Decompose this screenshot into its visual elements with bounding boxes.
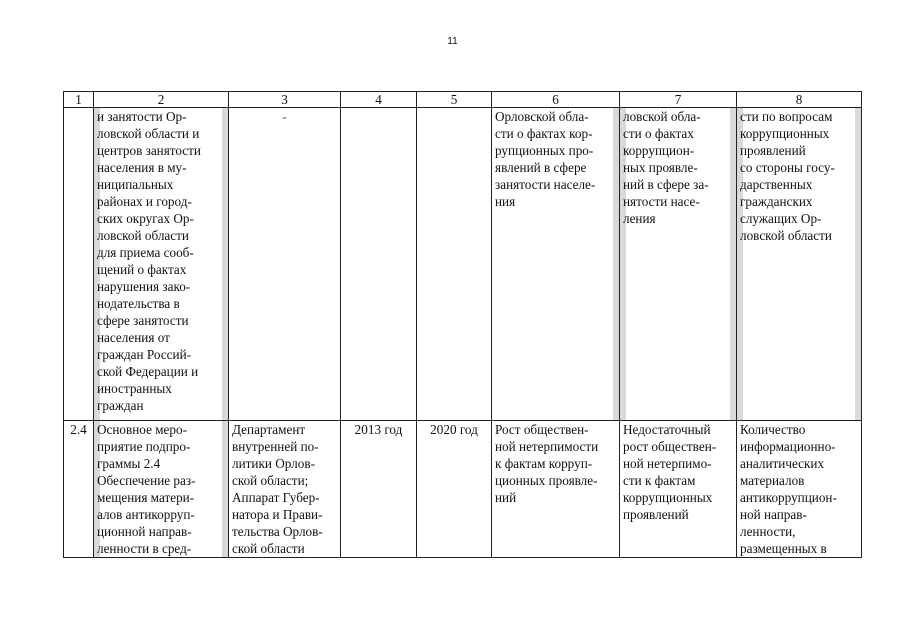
dash-mark: -	[282, 109, 287, 124]
header-cell: 4	[341, 92, 417, 108]
executor-cell	[229, 108, 341, 421]
header-cell: 5	[417, 92, 492, 108]
event-name-cell: Основное меро- приятие подпро- граммы 2.4 Обеспечение раз- мещения матери- алов антикорруп- ционной направ- ленности в сред-	[94, 421, 229, 558]
header-cell: 2	[94, 92, 229, 108]
page-number: 11	[447, 36, 458, 47]
end-year-cell	[417, 108, 492, 421]
header-cell: 3	[229, 92, 341, 108]
end-year-cell: 2020 год	[417, 421, 492, 558]
header-cell: 7	[620, 92, 737, 108]
expected-result-cell: Рост обществен- ной нетерпимости к фактам корруп- ционных проявле- ний	[492, 421, 620, 558]
event-name-cell: и занятости Ор- ловской области и центров занятости населения в му- ниципальных районах и город- ских округах Ор- ловской области для приема сооб- щений о фактах нарушения зако- нодательства в сфере занятости населения от граждан Россий- ской Федерации и иностранных граждан	[94, 108, 229, 421]
indicator-cell: Количество информационно- аналитических материалов антикоррупцион- ной направ- ленности, размещенных в	[737, 421, 862, 558]
start-year-cell	[341, 108, 417, 421]
indicator-cell: сти по вопросам коррупционных проявлений со стороны госу- дарственных гражданских служащих Ор- ловской области	[737, 108, 862, 421]
executor-cell: Департамент внутренней по- литики Орлов- ской области; Аппарат Губер- натора и Прави- тельства Орлов- ской области	[229, 421, 341, 558]
table-row	[64, 108, 862, 421]
measures-table	[63, 91, 862, 558]
consequences-cell: Недостаточный рост обществен- ной нетерпимо- сти к фактам коррупционных проявлений	[620, 421, 737, 558]
header-cell: 6	[492, 92, 620, 108]
table-row	[64, 421, 862, 558]
header-row	[64, 92, 862, 108]
header-cell: 1	[64, 92, 94, 108]
start-year-cell: 2013 год	[341, 421, 417, 558]
row-number-cell: 2.4	[64, 421, 94, 558]
consequences-cell: ловской обла- сти о фактах коррупцион- ных проявле- ний в сфере за- нятости насе- ления	[620, 108, 737, 421]
row-number-cell	[64, 108, 94, 421]
header-cell: 8	[737, 92, 862, 108]
expected-result-cell: Орловской обла- сти о фактах кор- рупционных про- явлений в сфере занятости населе- ния	[492, 108, 620, 421]
